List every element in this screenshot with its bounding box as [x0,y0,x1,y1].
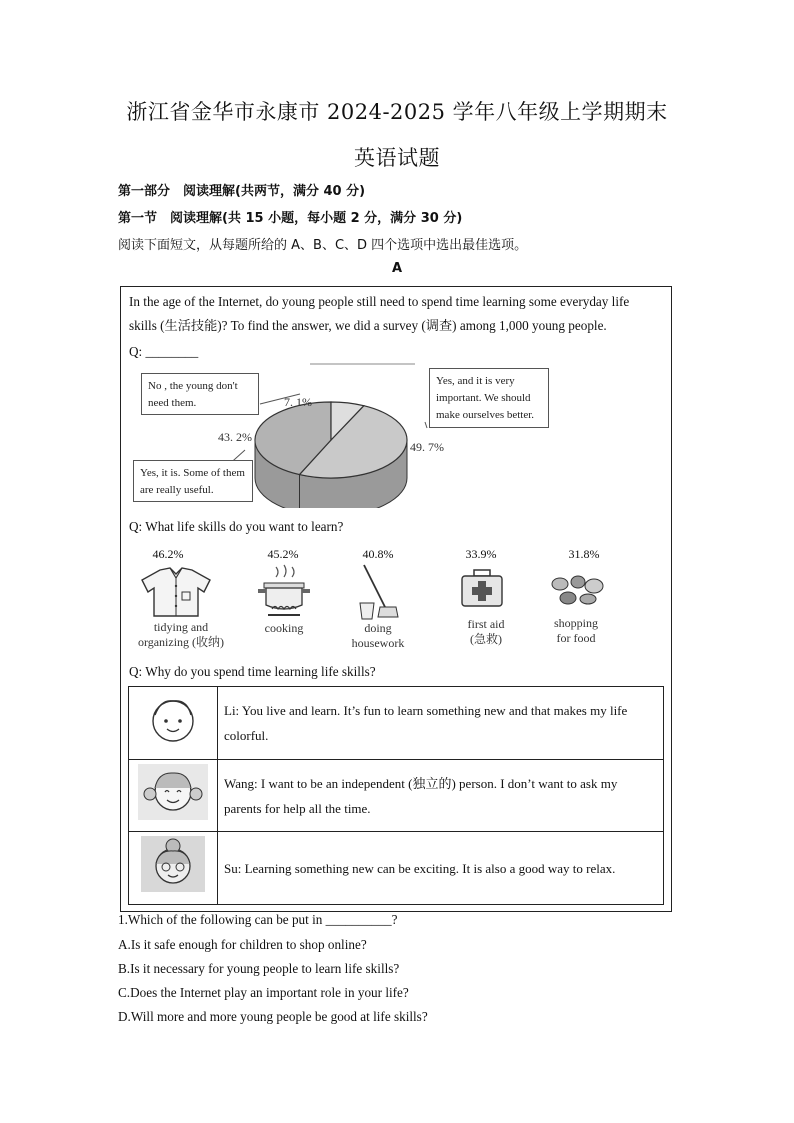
question-why: Q: Why do you spend time learning life skills? [129,664,376,679]
skill-label-3a: doing [364,621,392,635]
food-icon [548,574,608,606]
dialog-text: Wang: I want to be an independent (独立的) person. I don’t want to ask my parents for help all the time. [218,760,664,832]
question-skills: Q: What life skills do you want to learn? [129,519,344,534]
grandma-avatar [141,836,205,892]
skill-pct-1: 46.2% [152,547,184,561]
question-blank: Q: ________ [129,344,199,359]
skill-label-4a: first aid [467,617,505,631]
passage-label: A [391,261,403,276]
pie-label-49-7: 49. 7% [410,440,444,454]
skill-pct-3: 40.8% [362,547,394,561]
mop-icon [356,563,400,621]
dialog-table [128,686,664,905]
boy-avatar [147,693,199,745]
skill-label-4b: (急救) [470,632,502,646]
option-b: B.Is it necessary for young people to learn life skills? [118,961,400,976]
option-d: D.Will more and more young people be good at life skills? [118,1009,428,1024]
page-title-line1: 浙江省金华市永康市 2024-2025 学年八年级上学期期末 [126,100,668,124]
skill-pct-2: 45.2% [267,547,299,561]
shirt-icon [140,566,212,618]
callout-leader [425,422,427,428]
option-c: C.Does the Internet play an important role in your life? [118,985,409,1000]
question-1: 1.Which of the following can be put in __________? [118,912,398,927]
dialog-row [129,760,664,832]
dialog-row [129,832,664,905]
skill-pct-5: 31.8% [568,547,600,561]
pot-icon [258,563,310,619]
intro-line-2: skills (生活技能)? To find the answer, we did a survey (调查) among 1,000 young people. [129,318,607,333]
skill-label-3b: housework [351,636,405,650]
first-aid-kit-icon [460,568,504,608]
dialog-text: Su: Learning something new can be exciting. It is also a good way to relax. [218,832,664,905]
callout-yes-useful: Yes, it is. Some of them are really useful. [133,460,253,502]
option-a: A.Is it safe enough for children to shop online? [118,937,367,952]
dialog-row [129,687,664,760]
girl-avatar [138,764,208,820]
pie-label-43-2: 43. 2% [218,430,252,444]
intro-line-1: In the age of the Internet, do young people still need to spend time learning some everyday life [129,294,630,309]
dialog-text: Li: You live and learn. It’s fun to learn something new and that makes my life colorful. [218,687,664,760]
pie-label-7-1: 7. 1% [284,395,312,409]
callout-no: No , the young don't need them. [141,373,259,415]
skill-label-2a: cooking [264,621,304,635]
part-heading: 第一部分 阅读理解(共两节，满分 40 分) [118,184,366,199]
skill-pct-4: 33.9% [465,547,497,561]
skill-label-1a: tidying and [153,620,209,634]
callout-yes-important: Yes, and it is very important. We should make ourselves better. [429,368,549,428]
instruction-text: 阅读下面短文，从每题所给的 A、B、C、D 四个选项中选出最佳选项。 [118,238,528,253]
section-heading: 第一节 阅读理解(共 15 小题，每小题 2 分，满分 30 分) [118,211,463,226]
skill-label-5b: for food [556,631,596,645]
page-title-line2: 英语试题 [354,146,440,170]
skill-label-5a: shopping [553,616,598,630]
skill-label-1b: organizing (收纳) [137,635,225,649]
